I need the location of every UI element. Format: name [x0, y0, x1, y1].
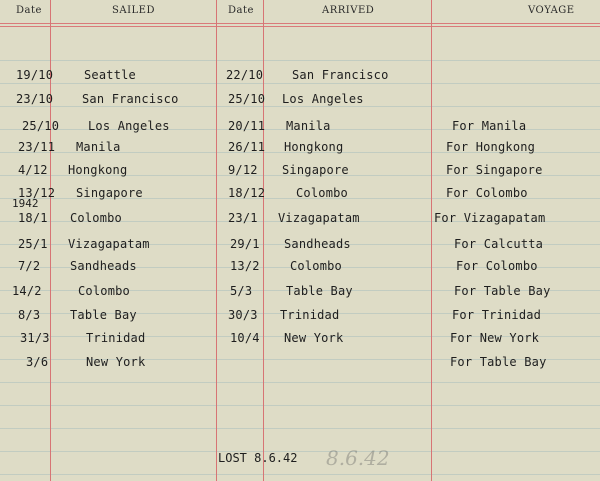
- row-1-arrived-port: San Francisco: [292, 68, 389, 82]
- row-8-voyage: For Calcutta: [454, 237, 544, 251]
- header-arrived: ARRIVED: [322, 5, 375, 16]
- row-4-arrived-date: 26/11: [228, 140, 266, 154]
- column-divider-3: [263, 0, 264, 481]
- row-11-sailed-date: 8/3: [18, 308, 41, 322]
- row-5-arrived-date: 9/12: [228, 163, 258, 177]
- row-1-sailed-port: Seattle: [84, 68, 136, 82]
- year-note: 1942: [12, 197, 39, 210]
- row-12-voyage: For New York: [450, 331, 540, 345]
- row-12-arrived-port: New York: [284, 331, 344, 345]
- row-9-arrived-port: Colombo: [290, 259, 342, 273]
- row-10-arrived-port: Table Bay: [286, 284, 353, 298]
- row-8-arrived-date: 29/1: [230, 237, 260, 251]
- row-8-sailed-date: 25/1: [18, 237, 48, 251]
- row-12-sailed-port: Trinidad: [86, 331, 146, 345]
- row-11-arrived-date: 30/3: [228, 308, 258, 322]
- row-10-arrived-date: 5/3: [230, 284, 253, 298]
- row-2-arrived-port: Los Angeles: [282, 92, 364, 106]
- row-4-sailed-date: 23/11: [18, 140, 56, 154]
- header-voyage: VOYAGE: [528, 5, 575, 16]
- row-9-voyage: For Colombo: [456, 259, 538, 273]
- row-5-sailed-port: Hongkong: [68, 163, 128, 177]
- pencil-date: 8.6.42: [326, 446, 390, 470]
- row-13-sailed-date: 3/6: [26, 355, 49, 369]
- row-9-arrived-date: 13/2: [230, 259, 260, 273]
- header-rule-secondary: [0, 26, 600, 27]
- row-3-sailed-date: 25/10: [22, 119, 60, 133]
- row-4-sailed-port: Manila: [76, 140, 121, 154]
- header-band: [0, 0, 600, 24]
- row-6-sailed-date: 13/12: [18, 186, 56, 200]
- row-2-arrived-date: 25/10: [228, 92, 266, 106]
- row-5-sailed-date: 4/12: [18, 163, 48, 177]
- row-5-arrived-port: Singapore: [282, 163, 349, 177]
- row-1-arrived-date: 22/10: [226, 68, 264, 82]
- row-5-voyage: For Singapore: [446, 163, 543, 177]
- row-9-sailed-port: Sandheads: [70, 259, 137, 273]
- row-10-sailed-date: 14/2: [12, 284, 42, 298]
- lost-note: LOST 8.6.42: [218, 451, 298, 465]
- row-2-sailed-port: San Francisco: [82, 92, 179, 106]
- row-9-sailed-date: 7/2: [18, 259, 41, 273]
- row-10-voyage: For Table Bay: [454, 284, 551, 298]
- row-11-sailed-port: Table Bay: [70, 308, 137, 322]
- header-date-arrived: Date: [228, 5, 254, 16]
- header-sailed: SAILED: [112, 5, 155, 16]
- row-6-voyage: For Colombo: [446, 186, 528, 200]
- row-7-sailed-port: Colombo: [70, 211, 122, 225]
- row-13-voyage: For Table Bay: [450, 355, 547, 369]
- row-12-sailed-date: 31/3: [20, 331, 50, 345]
- row-6-arrived-date: 18/12: [228, 186, 266, 200]
- row-7-arrived-date: 23/1: [228, 211, 258, 225]
- row-3-sailed-port: Los Angeles: [88, 119, 170, 133]
- row-8-sailed-port: Vizagapatam: [68, 237, 150, 251]
- row-3-voyage: For Manila: [452, 119, 527, 133]
- row-4-voyage: For Hongkong: [446, 140, 536, 154]
- header-rule: [0, 23, 600, 24]
- row-7-sailed-date: 18/1: [18, 211, 48, 225]
- row-7-voyage: For Vizagapatam: [434, 211, 546, 225]
- row-3-arrived-port: Manila: [286, 119, 331, 133]
- row-4-arrived-port: Hongkong: [284, 140, 344, 154]
- row-7-arrived-port: Vizagapatam: [278, 211, 360, 225]
- row-11-voyage: For Trinidad: [452, 308, 542, 322]
- row-1-sailed-date: 19/10: [16, 68, 54, 82]
- row-6-arrived-port: Colombo: [296, 186, 348, 200]
- row-3-arrived-date: 20/11: [228, 119, 266, 133]
- row-6-sailed-port: Singapore: [76, 186, 143, 200]
- column-divider-2: [216, 0, 217, 481]
- header-date-sailed: Date: [16, 5, 42, 16]
- row-2-sailed-date: 23/10: [16, 92, 54, 106]
- row-13-sailed-port: New York: [86, 355, 146, 369]
- row-8-arrived-port: Sandheads: [284, 237, 351, 251]
- row-11-arrived-port: Trinidad: [280, 308, 340, 322]
- row-12-arrived-date: 10/4: [230, 331, 260, 345]
- row-10-sailed-port: Colombo: [78, 284, 130, 298]
- column-divider-4: [431, 0, 432, 481]
